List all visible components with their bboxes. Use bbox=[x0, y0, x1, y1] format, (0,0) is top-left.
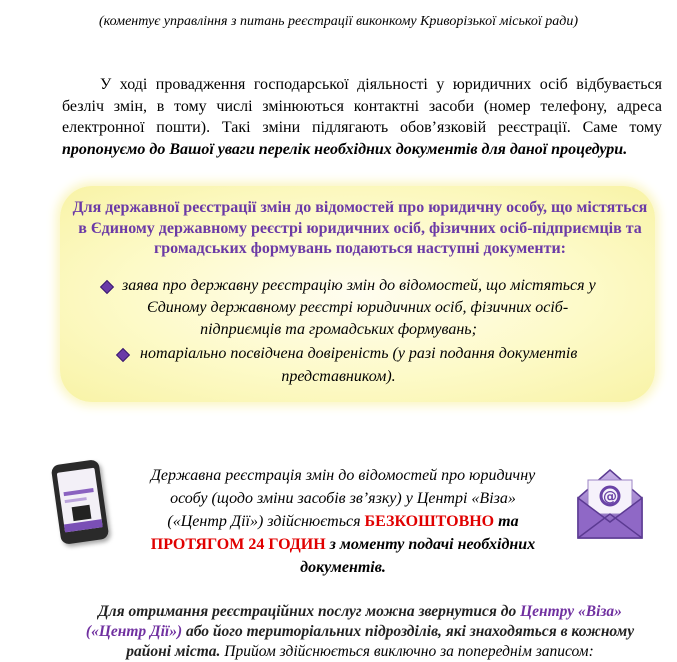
bullet-item-2-line-2: представником). bbox=[281, 368, 396, 385]
service-ta: та bbox=[494, 513, 519, 530]
service-line-5: документів. bbox=[300, 559, 386, 576]
intro-emphasis: пропонуємо до Вашої уваги перелік необхідних документів для даної процедури. bbox=[62, 140, 628, 158]
free-label: БЕЗКОШТОВНО bbox=[364, 513, 495, 530]
bullet-item-2-line-1: нотаріально посвідчена довіреність (у разі подання документів bbox=[140, 345, 578, 362]
svg-text:@: @ bbox=[603, 489, 617, 505]
documents-box-title: Для державної реєстрації змін до відомостей про юридичну особу, що містяться в Єдиному державному реєстрі юридичних осіб, фізичних осіб-підприємців та громадських формувань подаються наступні документи: bbox=[72, 199, 648, 257]
footer-center-name: Центру «Віза» bbox=[520, 603, 622, 620]
service-line-3 bbox=[118, 510, 568, 533]
intro-text: У ході провадження господарської діяльності у юридичних осіб відбувається безліч змін, в тому числі змінюються контактні засоби (номер телефону, адреса електронної пошти). Такі зміни підлягають обов’язковій реєстрації. Саме тому bbox=[62, 76, 662, 136]
service-line-4 bbox=[118, 533, 568, 556]
footer-text-2: або його територіальних підрозділів, які знаходяться в кожному bbox=[182, 623, 635, 640]
service-info bbox=[118, 464, 568, 579]
bullet-item-1-line-3: підприємців та громадських формувань; bbox=[200, 321, 477, 338]
service-line-1: Державна реєстрація змін до відомостей про юридичну bbox=[150, 467, 536, 484]
phone-icon bbox=[51, 459, 110, 545]
within-24h-label: ПРОТЯГОМ 24 ГОДИН bbox=[150, 536, 326, 553]
service-line-4-rest: з моменту подачі необхідних bbox=[325, 536, 536, 553]
service-line-3-text: («Центр Дії») здійснюється bbox=[167, 513, 365, 530]
footer-text-1: Для отримання реєстраційних послуг можна звернутися до bbox=[98, 603, 521, 620]
service-line-2: особу (щодо зміни засобів зв’язку) у Центрі «Віза» bbox=[170, 490, 516, 507]
email-envelope-icon bbox=[574, 466, 646, 542]
bullet-item-1-line-1: заява про державну реєстрацію змін до відомостей, що містяться у bbox=[122, 277, 596, 294]
intro-paragraph bbox=[62, 74, 662, 160]
page-subtitle: (коментує управління з питань реєстрації виконкому Криворізької міської ради) bbox=[98, 14, 579, 29]
footer-text-4: Прийом здійснюється виключно за попереднім записом: bbox=[220, 643, 594, 660]
footer-text-3: районі міста. bbox=[126, 643, 221, 660]
bullet-item-1-line-2: Єдиному державному реєстрі юридичних осіб, фізичних осіб- bbox=[147, 299, 569, 316]
footer-center-alt: («Центр Дії») bbox=[85, 623, 183, 640]
footer-note bbox=[60, 602, 660, 662]
